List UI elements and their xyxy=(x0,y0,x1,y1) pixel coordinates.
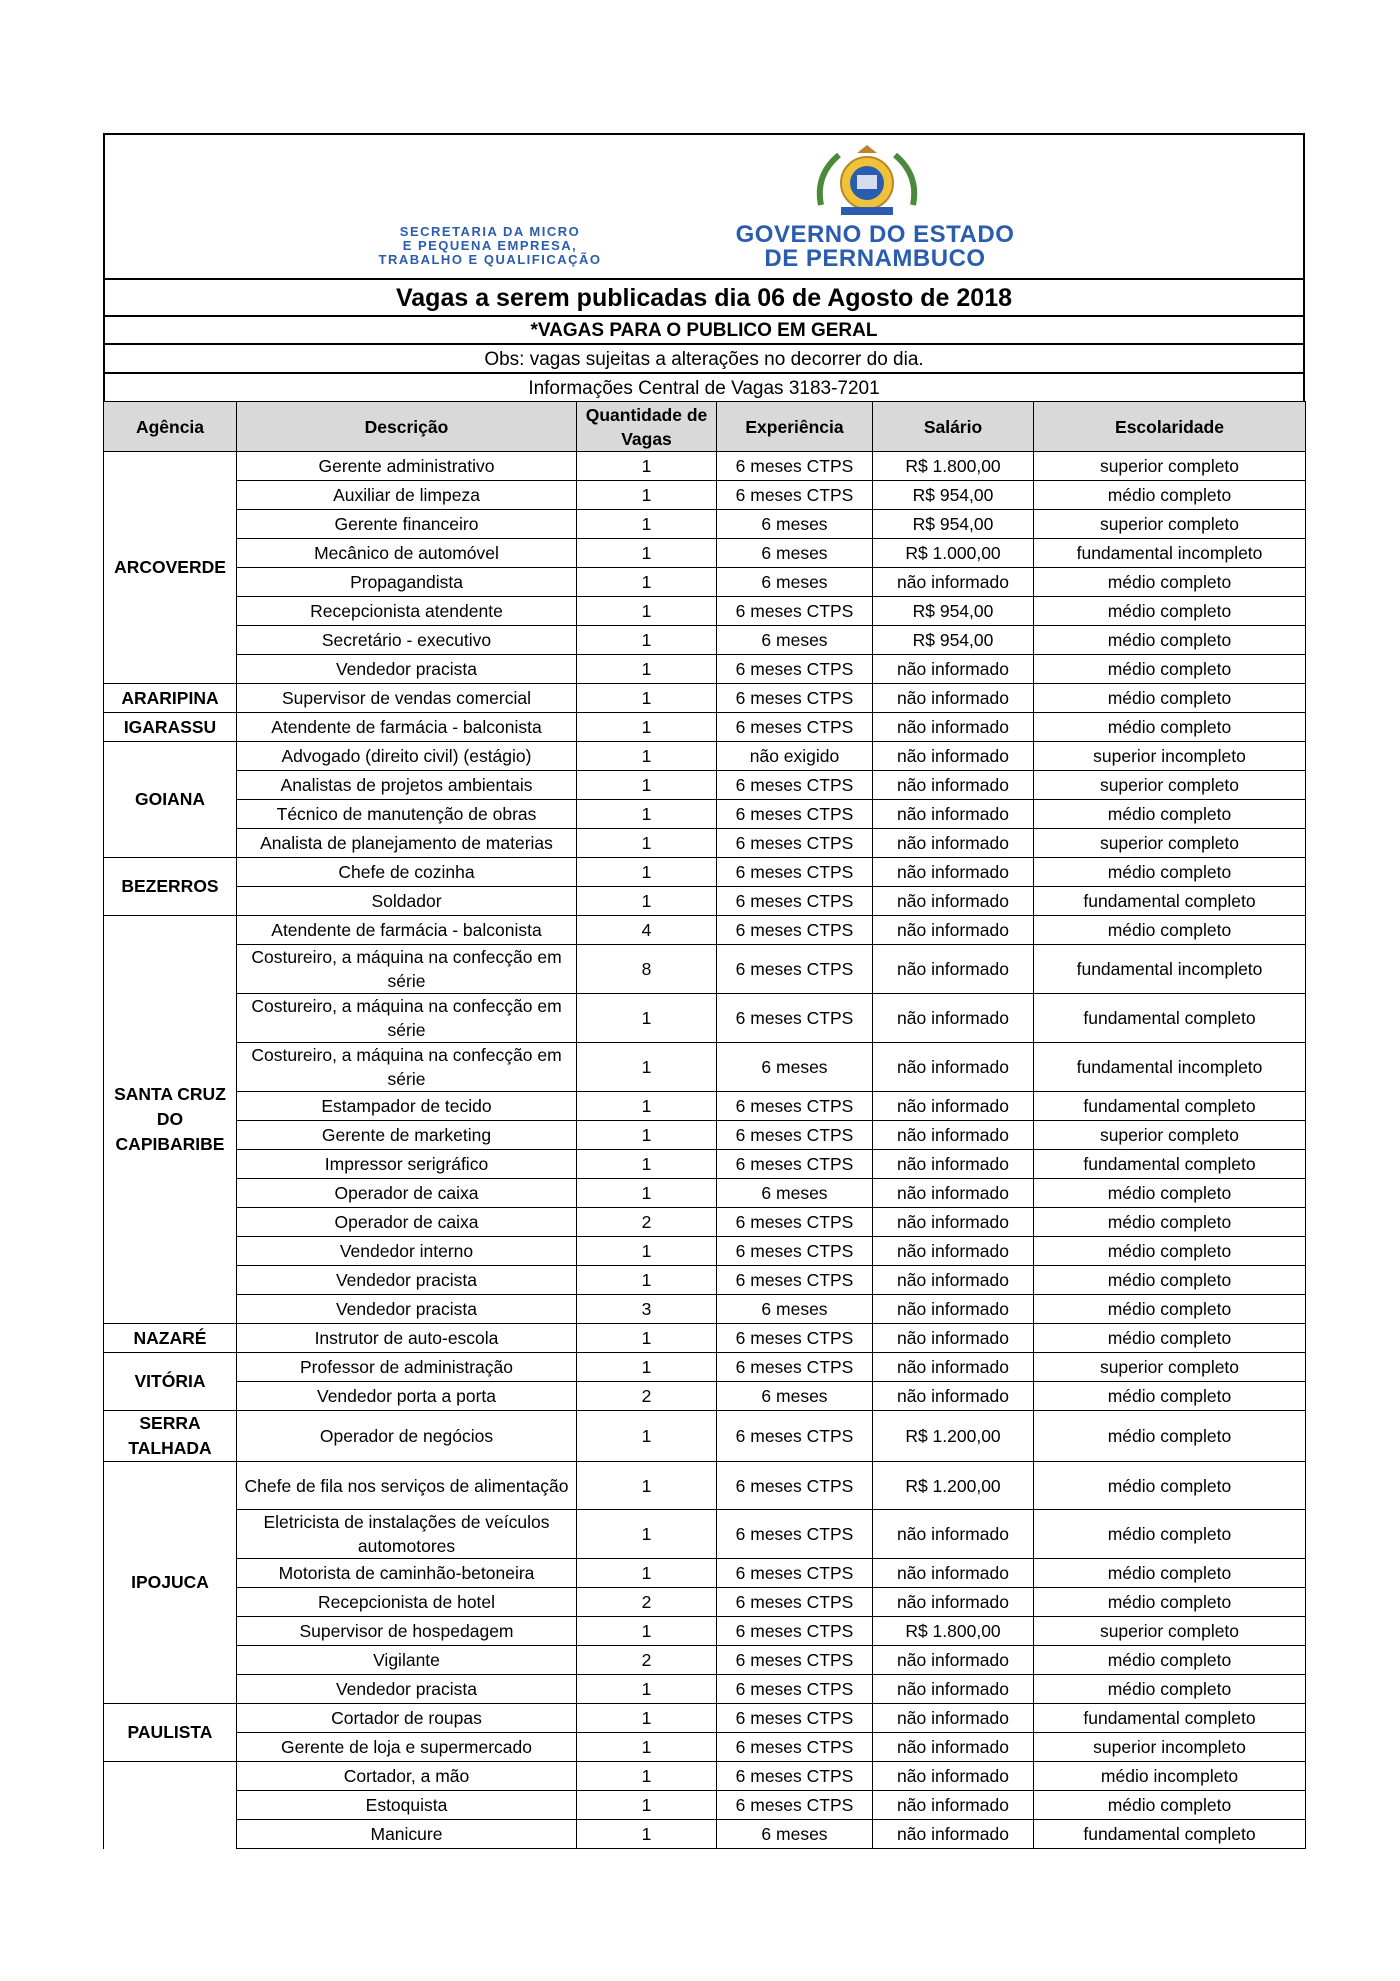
quantity-cell: 1 xyxy=(577,1733,717,1762)
experience-cell: 6 meses CTPS xyxy=(717,1324,873,1353)
description-cell: Vigilante xyxy=(237,1646,577,1675)
salary-cell: R$ 1.200,00 xyxy=(873,1411,1034,1462)
description-cell: Estampador de tecido xyxy=(237,1092,577,1121)
table-row xyxy=(104,1121,1306,1150)
salary-cell: não informado xyxy=(873,684,1034,713)
quantity-cell: 1 xyxy=(577,1324,717,1353)
table-row xyxy=(104,1043,1306,1092)
salary-cell: R$ 1.000,00 xyxy=(873,539,1034,568)
table-row xyxy=(104,1266,1306,1295)
description-cell: Instrutor de auto-escola xyxy=(237,1324,577,1353)
table-row xyxy=(104,1237,1306,1266)
table-row xyxy=(104,1762,1306,1791)
description-cell: Atendente de farmácia - balconista xyxy=(237,916,577,945)
experience-cell: 6 meses CTPS xyxy=(717,800,873,829)
salary-cell: R$ 954,00 xyxy=(873,597,1034,626)
experience-cell: 6 meses xyxy=(717,539,873,568)
education-cell: fundamental completo xyxy=(1034,1150,1306,1179)
description-cell: Analista de planejamento de materias xyxy=(237,829,577,858)
quantity-cell: 1 xyxy=(577,742,717,771)
quantity-cell: 1 xyxy=(577,1559,717,1588)
education-cell: médio completo xyxy=(1034,626,1306,655)
salary-cell: não informado xyxy=(873,771,1034,800)
job-listing-sheet xyxy=(103,133,1305,1849)
table-row xyxy=(104,452,1306,481)
education-cell: médio completo xyxy=(1034,1324,1306,1353)
description-cell: Vendedor pracista xyxy=(237,1295,577,1324)
quantity-cell: 1 xyxy=(577,1179,717,1208)
quantity-cell: 1 xyxy=(577,1675,717,1704)
experience-cell: 6 meses CTPS xyxy=(717,1411,873,1462)
experience-cell: 6 meses CTPS xyxy=(717,1588,873,1617)
experience-cell: 6 meses CTPS xyxy=(717,1150,873,1179)
quantity-cell: 4 xyxy=(577,916,717,945)
secretaria-line-1: SECRETARIA DA MICRO xyxy=(399,224,581,239)
experience-cell: não exigido xyxy=(717,742,873,771)
table-row xyxy=(104,1382,1306,1411)
experience-cell: 6 meses CTPS xyxy=(717,1762,873,1791)
description-cell: Secretário - executivo xyxy=(237,626,577,655)
table-row xyxy=(104,1820,1306,1849)
col-quantidade: Quantidade de Vagas xyxy=(577,402,717,452)
education-cell: médio completo xyxy=(1034,1510,1306,1559)
experience-cell: 6 meses xyxy=(717,1043,873,1092)
table-row xyxy=(104,568,1306,597)
description-cell: Propagandista xyxy=(237,568,577,597)
salary-cell: não informado xyxy=(873,713,1034,742)
governo-line-1: GOVERNO DO ESTADO xyxy=(735,221,1015,248)
salary-cell: não informado xyxy=(873,1266,1034,1295)
quantity-cell: 2 xyxy=(577,1208,717,1237)
quantity-cell: 1 xyxy=(577,887,717,916)
agency-cell: IPOJUCA xyxy=(104,1462,237,1704)
agency-cell: BEZERROS xyxy=(104,858,237,916)
education-cell: superior completo xyxy=(1034,1121,1306,1150)
table-row xyxy=(104,1646,1306,1675)
experience-cell: 6 meses CTPS xyxy=(717,1092,873,1121)
quantity-cell: 1 xyxy=(577,858,717,887)
education-cell: médio completo xyxy=(1034,858,1306,887)
description-cell: Recepcionista atendente xyxy=(237,597,577,626)
table-row xyxy=(104,1092,1306,1121)
experience-cell: 6 meses xyxy=(717,1820,873,1849)
table-row xyxy=(104,1324,1306,1353)
table-row xyxy=(104,1295,1306,1324)
secretaria-logo xyxy=(330,225,650,267)
description-cell: Vendedor pracista xyxy=(237,655,577,684)
education-cell: fundamental completo xyxy=(1034,1704,1306,1733)
experience-cell: 6 meses CTPS xyxy=(717,1646,873,1675)
education-cell: médio completo xyxy=(1034,1675,1306,1704)
salary-cell: R$ 1.800,00 xyxy=(873,452,1034,481)
description-cell: Operador de negócios xyxy=(237,1411,577,1462)
description-cell: Professor de administração xyxy=(237,1353,577,1382)
quantity-cell: 1 xyxy=(577,626,717,655)
col-experiencia: Experiência xyxy=(717,402,873,452)
experience-cell: 6 meses CTPS xyxy=(717,945,873,994)
salary-cell: não informado xyxy=(873,887,1034,916)
experience-cell: 6 meses CTPS xyxy=(717,1510,873,1559)
salary-cell: não informado xyxy=(873,829,1034,858)
experience-cell: 6 meses CTPS xyxy=(717,597,873,626)
education-cell: médio completo xyxy=(1034,1266,1306,1295)
experience-cell: 6 meses CTPS xyxy=(717,1559,873,1588)
table-row xyxy=(104,945,1306,994)
description-cell: Mecânico de automóvel xyxy=(237,539,577,568)
education-cell: médio completo xyxy=(1034,1588,1306,1617)
salary-cell: não informado xyxy=(873,945,1034,994)
secretaria-line-3: TRABALHO E QUALIFICAÇÃO xyxy=(378,252,602,267)
education-cell: superior completo xyxy=(1034,829,1306,858)
table-row xyxy=(104,655,1306,684)
quantity-cell: 1 xyxy=(577,994,717,1043)
quantity-cell: 1 xyxy=(577,1704,717,1733)
table-row xyxy=(104,916,1306,945)
quantity-cell: 1 xyxy=(577,1510,717,1559)
salary-cell: não informado xyxy=(873,1382,1034,1411)
quantity-cell: 1 xyxy=(577,713,717,742)
table-row xyxy=(104,1353,1306,1382)
experience-cell: 6 meses CTPS xyxy=(717,771,873,800)
experience-cell: 6 meses CTPS xyxy=(717,1237,873,1266)
experience-cell: 6 meses CTPS xyxy=(717,1121,873,1150)
description-cell: Vendedor pracista xyxy=(237,1675,577,1704)
description-cell: Chefe de cozinha xyxy=(237,858,577,887)
col-escolaridade: Escolaridade xyxy=(1034,402,1306,452)
salary-cell: não informado xyxy=(873,1675,1034,1704)
table-row xyxy=(104,1510,1306,1559)
salary-cell: não informado xyxy=(873,1588,1034,1617)
table-body xyxy=(104,452,1306,1849)
experience-cell: 6 meses CTPS xyxy=(717,1733,873,1762)
salary-cell: não informado xyxy=(873,1791,1034,1820)
experience-cell: 6 meses xyxy=(717,1179,873,1208)
description-cell: Recepcionista de hotel xyxy=(237,1588,577,1617)
agency-cell: ARARIPINA xyxy=(104,684,237,713)
quantity-cell: 2 xyxy=(577,1588,717,1617)
governo-line-2: DE PERNAMBUCO xyxy=(764,245,986,272)
salary-cell: não informado xyxy=(873,1208,1034,1237)
experience-cell: 6 meses CTPS xyxy=(717,1208,873,1237)
agency-cell: GOIANA xyxy=(104,742,237,858)
table-row xyxy=(104,597,1306,626)
salary-cell: não informado xyxy=(873,1762,1034,1791)
description-cell: Estoquista xyxy=(237,1791,577,1820)
table-row xyxy=(104,1150,1306,1179)
salary-cell: não informado xyxy=(873,1704,1034,1733)
education-cell: médio completo xyxy=(1034,655,1306,684)
education-cell: médio completo xyxy=(1034,1411,1306,1462)
description-cell: Cortador de roupas xyxy=(237,1704,577,1733)
table-row xyxy=(104,626,1306,655)
quantity-cell: 1 xyxy=(577,1791,717,1820)
agency-cell: ARCOVERDE xyxy=(104,452,237,684)
description-cell: Supervisor de hospedagem xyxy=(237,1617,577,1646)
education-cell: médio completo xyxy=(1034,597,1306,626)
page-title: Vagas a serem publicadas dia 06 de Agosto de 2018 xyxy=(103,278,1305,315)
description-cell: Costureiro, a máquina na confecção em série xyxy=(237,994,577,1043)
salary-cell: não informado xyxy=(873,1646,1034,1675)
col-agencia: Agência xyxy=(104,402,237,452)
table-row xyxy=(104,1733,1306,1762)
salary-cell: não informado xyxy=(873,1179,1034,1208)
education-cell: médio completo xyxy=(1034,568,1306,597)
education-cell: fundamental completo xyxy=(1034,994,1306,1043)
salary-cell: não informado xyxy=(873,1092,1034,1121)
education-cell: superior completo xyxy=(1034,510,1306,539)
table-row xyxy=(104,994,1306,1043)
table-row xyxy=(104,742,1306,771)
quantity-cell: 1 xyxy=(577,1266,717,1295)
table-header-row xyxy=(104,402,1306,452)
col-salario: Salário xyxy=(873,402,1034,452)
salary-cell: não informado xyxy=(873,916,1034,945)
table-row xyxy=(104,1675,1306,1704)
experience-cell: 6 meses xyxy=(717,626,873,655)
agency-cell xyxy=(104,1762,237,1849)
quantity-cell: 1 xyxy=(577,539,717,568)
experience-cell: 6 meses CTPS xyxy=(717,1617,873,1646)
experience-cell: 6 meses CTPS xyxy=(717,1704,873,1733)
experience-cell: 6 meses CTPS xyxy=(717,916,873,945)
description-cell: Eletricista de instalações de veículos automotores xyxy=(237,1510,577,1559)
obs-note: Obs: vagas sujeitas a alterações no decorrer do dia. xyxy=(103,343,1305,372)
quantity-cell: 1 xyxy=(577,684,717,713)
education-cell: fundamental completo xyxy=(1034,887,1306,916)
quantity-cell: 1 xyxy=(577,1462,717,1510)
table-row xyxy=(104,1791,1306,1820)
description-cell: Vendedor interno xyxy=(237,1237,577,1266)
education-cell: médio completo xyxy=(1034,1559,1306,1588)
vacancy-table xyxy=(103,401,1306,1849)
education-cell: médio completo xyxy=(1034,1646,1306,1675)
quantity-cell: 2 xyxy=(577,1646,717,1675)
salary-cell: não informado xyxy=(873,1121,1034,1150)
quantity-cell: 1 xyxy=(577,452,717,481)
quantity-cell: 1 xyxy=(577,1762,717,1791)
salary-cell: não informado xyxy=(873,1324,1034,1353)
experience-cell: 6 meses xyxy=(717,568,873,597)
education-cell: médio completo xyxy=(1034,1237,1306,1266)
salary-cell: não informado xyxy=(873,1820,1034,1849)
education-cell: médio completo xyxy=(1034,1208,1306,1237)
table-row xyxy=(104,1411,1306,1462)
salary-cell: não informado xyxy=(873,1559,1034,1588)
education-cell: médio completo xyxy=(1034,1295,1306,1324)
quantity-cell: 1 xyxy=(577,1043,717,1092)
education-cell: fundamental incompleto xyxy=(1034,1043,1306,1092)
description-cell: Gerente financeiro xyxy=(237,510,577,539)
experience-cell: 6 meses CTPS xyxy=(717,655,873,684)
pernambuco-seal-icon xyxy=(811,145,923,225)
agency-cell: SANTA CRUZ DO CAPIBARIBE xyxy=(104,916,237,1324)
description-cell: Vendedor pracista xyxy=(237,1266,577,1295)
governo-logo xyxy=(690,223,1060,271)
experience-cell: 6 meses CTPS xyxy=(717,1675,873,1704)
quantity-cell: 1 xyxy=(577,568,717,597)
description-cell: Analistas de projetos ambientais xyxy=(237,771,577,800)
table-row xyxy=(104,1588,1306,1617)
education-cell: fundamental incompleto xyxy=(1034,539,1306,568)
description-cell: Impressor serigráfico xyxy=(237,1150,577,1179)
education-cell: superior completo xyxy=(1034,771,1306,800)
quantity-cell: 1 xyxy=(577,1150,717,1179)
table-row xyxy=(104,684,1306,713)
education-cell: médio incompleto xyxy=(1034,1762,1306,1791)
description-cell: Auxiliar de limpeza xyxy=(237,481,577,510)
salary-cell: não informado xyxy=(873,1150,1034,1179)
description-cell: Operador de caixa xyxy=(237,1208,577,1237)
quantity-cell: 1 xyxy=(577,1092,717,1121)
education-cell: fundamental completo xyxy=(1034,1820,1306,1849)
salary-cell: não informado xyxy=(873,1043,1034,1092)
quantity-cell: 1 xyxy=(577,1237,717,1266)
experience-cell: 6 meses CTPS xyxy=(717,994,873,1043)
quantity-cell: 1 xyxy=(577,1411,717,1462)
quantity-cell: 1 xyxy=(577,829,717,858)
description-cell: Operador de caixa xyxy=(237,1179,577,1208)
salary-cell: R$ 954,00 xyxy=(873,481,1034,510)
table-row xyxy=(104,771,1306,800)
experience-cell: 6 meses CTPS xyxy=(717,452,873,481)
quantity-cell: 1 xyxy=(577,510,717,539)
education-cell: médio completo xyxy=(1034,1462,1306,1510)
table-row xyxy=(104,1704,1306,1733)
col-descricao: Descrição xyxy=(237,402,577,452)
education-cell: superior completo xyxy=(1034,452,1306,481)
description-cell: Gerente administrativo xyxy=(237,452,577,481)
salary-cell: não informado xyxy=(873,1353,1034,1382)
table-row xyxy=(104,829,1306,858)
agency-cell: SERRA TALHADA xyxy=(104,1411,237,1462)
description-cell: Chefe de fila nos serviços de alimentação xyxy=(237,1462,577,1510)
salary-cell: R$ 1.800,00 xyxy=(873,1617,1034,1646)
salary-cell: R$ 954,00 xyxy=(873,510,1034,539)
education-cell: médio completo xyxy=(1034,481,1306,510)
salary-cell: R$ 954,00 xyxy=(873,626,1034,655)
description-cell: Gerente de loja e supermercado xyxy=(237,1733,577,1762)
education-cell: médio completo xyxy=(1034,713,1306,742)
education-cell: médio completo xyxy=(1034,1791,1306,1820)
experience-cell: 6 meses CTPS xyxy=(717,1462,873,1510)
education-cell: médio completo xyxy=(1034,684,1306,713)
experience-cell: 6 meses xyxy=(717,1382,873,1411)
table-row xyxy=(104,1617,1306,1646)
quantity-cell: 1 xyxy=(577,800,717,829)
description-cell: Cortador, a mão xyxy=(237,1762,577,1791)
salary-cell: não informado xyxy=(873,1733,1034,1762)
subtitle: *VAGAS PARA O PUBLICO EM GERAL xyxy=(103,315,1305,343)
table-row xyxy=(104,481,1306,510)
table-row xyxy=(104,858,1306,887)
salary-cell: não informado xyxy=(873,568,1034,597)
quantity-cell: 1 xyxy=(577,1121,717,1150)
salary-cell: não informado xyxy=(873,858,1034,887)
experience-cell: 6 meses CTPS xyxy=(717,1353,873,1382)
agency-cell: NAZARÉ xyxy=(104,1324,237,1353)
description-cell: Supervisor de vendas comercial xyxy=(237,684,577,713)
table-row xyxy=(104,1559,1306,1588)
education-cell: superior completo xyxy=(1034,1353,1306,1382)
education-cell: médio completo xyxy=(1034,1382,1306,1411)
quantity-cell: 1 xyxy=(577,1617,717,1646)
description-cell: Motorista de caminhão-betoneira xyxy=(237,1559,577,1588)
experience-cell: 6 meses CTPS xyxy=(717,481,873,510)
education-cell: fundamental incompleto xyxy=(1034,945,1306,994)
secretaria-line-2: E PEQUENA EMPRESA, xyxy=(402,238,578,253)
agency-cell: VITÓRIA xyxy=(104,1353,237,1411)
salary-cell: não informado xyxy=(873,1510,1034,1559)
description-cell: Manicure xyxy=(237,1820,577,1849)
info-contact: Informações Central de Vagas 3183-7201 xyxy=(103,372,1305,401)
salary-cell: R$ 1.200,00 xyxy=(873,1462,1034,1510)
agency-cell: IGARASSU xyxy=(104,713,237,742)
quantity-cell: 2 xyxy=(577,1382,717,1411)
description-cell: Soldador xyxy=(237,887,577,916)
quantity-cell: 8 xyxy=(577,945,717,994)
salary-cell: não informado xyxy=(873,1295,1034,1324)
experience-cell: 6 meses CTPS xyxy=(717,713,873,742)
education-cell: superior completo xyxy=(1034,1617,1306,1646)
table-row xyxy=(104,713,1306,742)
description-cell: Atendente de farmácia - balconista xyxy=(237,713,577,742)
education-cell: médio completo xyxy=(1034,1179,1306,1208)
header-logos xyxy=(103,133,1305,278)
description-cell: Costureiro, a máquina na confecção em série xyxy=(237,1043,577,1092)
quantity-cell: 1 xyxy=(577,1353,717,1382)
agency-cell: PAULISTA xyxy=(104,1704,237,1762)
description-cell: Costureiro, a máquina na confecção em série xyxy=(237,945,577,994)
quantity-cell: 1 xyxy=(577,597,717,626)
quantity-cell: 1 xyxy=(577,655,717,684)
experience-cell: 6 meses CTPS xyxy=(717,684,873,713)
quantity-cell: 3 xyxy=(577,1295,717,1324)
description-cell: Vendedor porta a porta xyxy=(237,1382,577,1411)
education-cell: fundamental completo xyxy=(1034,1092,1306,1121)
salary-cell: não informado xyxy=(873,655,1034,684)
experience-cell: 6 meses CTPS xyxy=(717,1791,873,1820)
salary-cell: não informado xyxy=(873,994,1034,1043)
education-cell: médio completo xyxy=(1034,800,1306,829)
table-row xyxy=(104,887,1306,916)
experience-cell: 6 meses CTPS xyxy=(717,887,873,916)
quantity-cell: 1 xyxy=(577,481,717,510)
experience-cell: 6 meses CTPS xyxy=(717,858,873,887)
description-cell: Gerente de marketing xyxy=(237,1121,577,1150)
experience-cell: 6 meses CTPS xyxy=(717,1266,873,1295)
description-cell: Advogado (direito civil) (estágio) xyxy=(237,742,577,771)
education-cell: médio completo xyxy=(1034,916,1306,945)
education-cell: superior incompleto xyxy=(1034,742,1306,771)
table-row xyxy=(104,800,1306,829)
quantity-cell: 1 xyxy=(577,1820,717,1849)
experience-cell: 6 meses CTPS xyxy=(717,829,873,858)
experience-cell: 6 meses xyxy=(717,510,873,539)
table-row xyxy=(104,539,1306,568)
table-row xyxy=(104,1208,1306,1237)
table-row xyxy=(104,1462,1306,1510)
salary-cell: não informado xyxy=(873,800,1034,829)
description-cell: Técnico de manutenção de obras xyxy=(237,800,577,829)
salary-cell: não informado xyxy=(873,742,1034,771)
quantity-cell: 1 xyxy=(577,771,717,800)
education-cell: superior incompleto xyxy=(1034,1733,1306,1762)
salary-cell: não informado xyxy=(873,1237,1034,1266)
experience-cell: 6 meses xyxy=(717,1295,873,1324)
table-row xyxy=(104,1179,1306,1208)
table-row xyxy=(104,510,1306,539)
